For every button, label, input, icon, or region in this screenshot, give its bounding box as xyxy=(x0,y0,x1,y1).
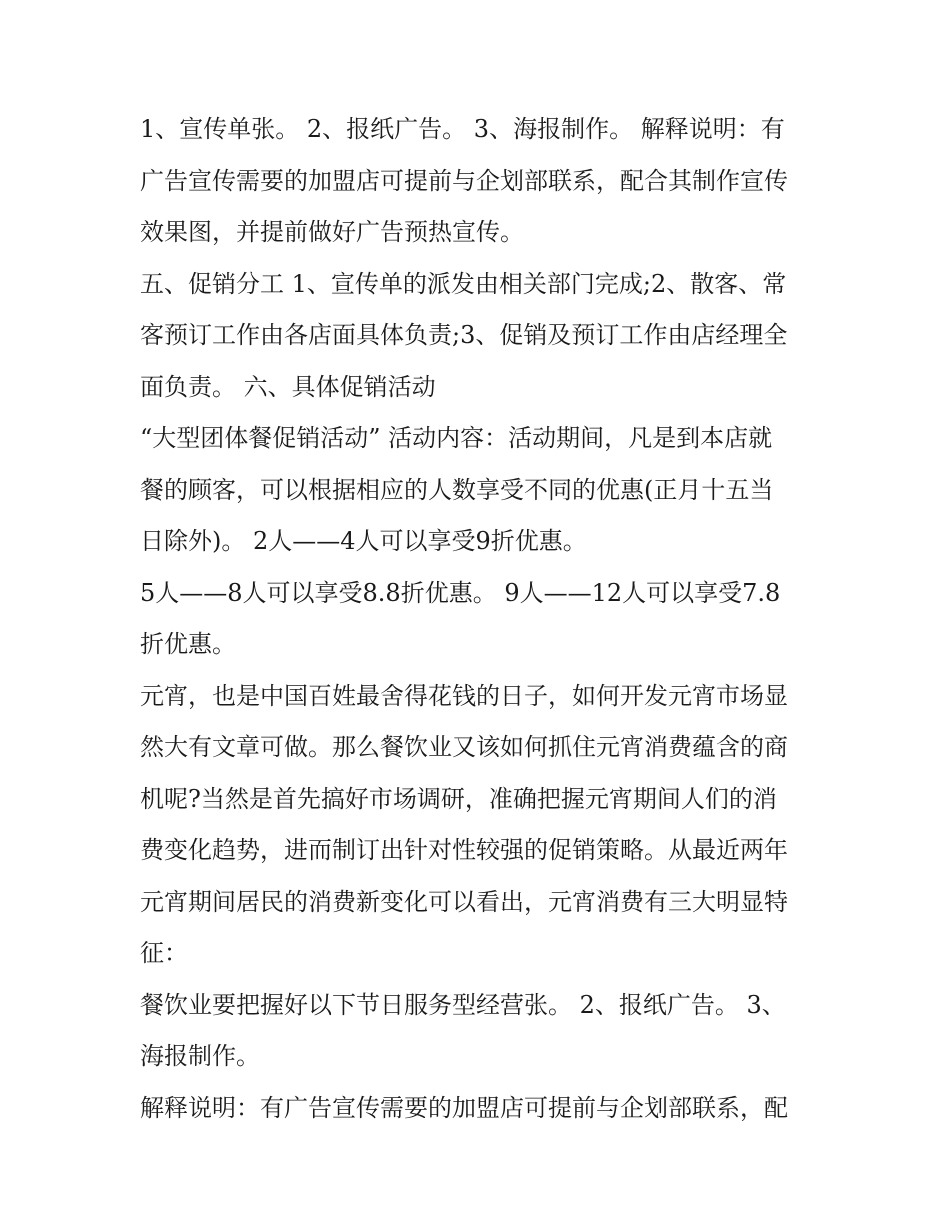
text-line: 海报制作。 xyxy=(140,1042,260,1070)
text-line: 元宵期间居民的消费新变化可以看出，元宵消费有三大明显特 xyxy=(140,887,788,916)
text-line: 5人——8人可以享受8.8折优惠。 9人——12人可以享受7.8 xyxy=(140,578,781,607)
text-line: 广告宣传需要的加盟店可提前与企划部联系，配合其制作宣传 xyxy=(140,166,788,195)
text-line: 客预订工作由各店面具体负责;3、促销及预订工作由店经理全 xyxy=(140,321,788,349)
text-line: 然大有文章可做。那么餐饮业又该如何抓住元宵消费蕴含的商 xyxy=(140,733,788,761)
text-line: 费变化趋势，进而制订出针对性较强的促销策略。从最近两年 xyxy=(140,836,788,864)
text-line: 解释说明：有广告宣传需要的加盟店可提前与企划部联系，配 xyxy=(140,1093,788,1122)
text-line: 元宵，也是中国百姓最舍得花钱的日子，如何开发元宵市场显 xyxy=(140,681,788,710)
text-line: 餐饮业要把握好以下节日服务型经营张。 2、报纸广告。 3、 xyxy=(140,990,786,1019)
text-line: 机呢?当然是首先搞好市场调研，准确把握元宵期间人们的消 xyxy=(140,784,777,813)
text-line: “大型团体餐促销活动” 活动内容：活动期间，凡是到本店就 xyxy=(140,424,773,452)
text-line: 餐的顾客，可以根据相应的人数享受不同的优惠(正月十五当 xyxy=(140,475,774,504)
text-line: 面负责。 六、具体促销活动 xyxy=(140,372,436,401)
document-body xyxy=(140,104,820,1134)
text-line: 五、促销分工 1、宣传单的派发由相关部门完成;2、散客、常 xyxy=(140,269,787,298)
text-line: 1、宣传单张。 2、报纸广告。 3、海报制作。 解释说明：有 xyxy=(140,115,785,143)
text-line: 效果图，并提前做好广告预热宣传。 xyxy=(140,218,524,246)
text-line: 征： xyxy=(140,939,188,967)
text-line: 折优惠。 xyxy=(140,630,236,658)
text-line: 日除外)。 2人——4人可以享受9折优惠。 xyxy=(140,527,587,555)
